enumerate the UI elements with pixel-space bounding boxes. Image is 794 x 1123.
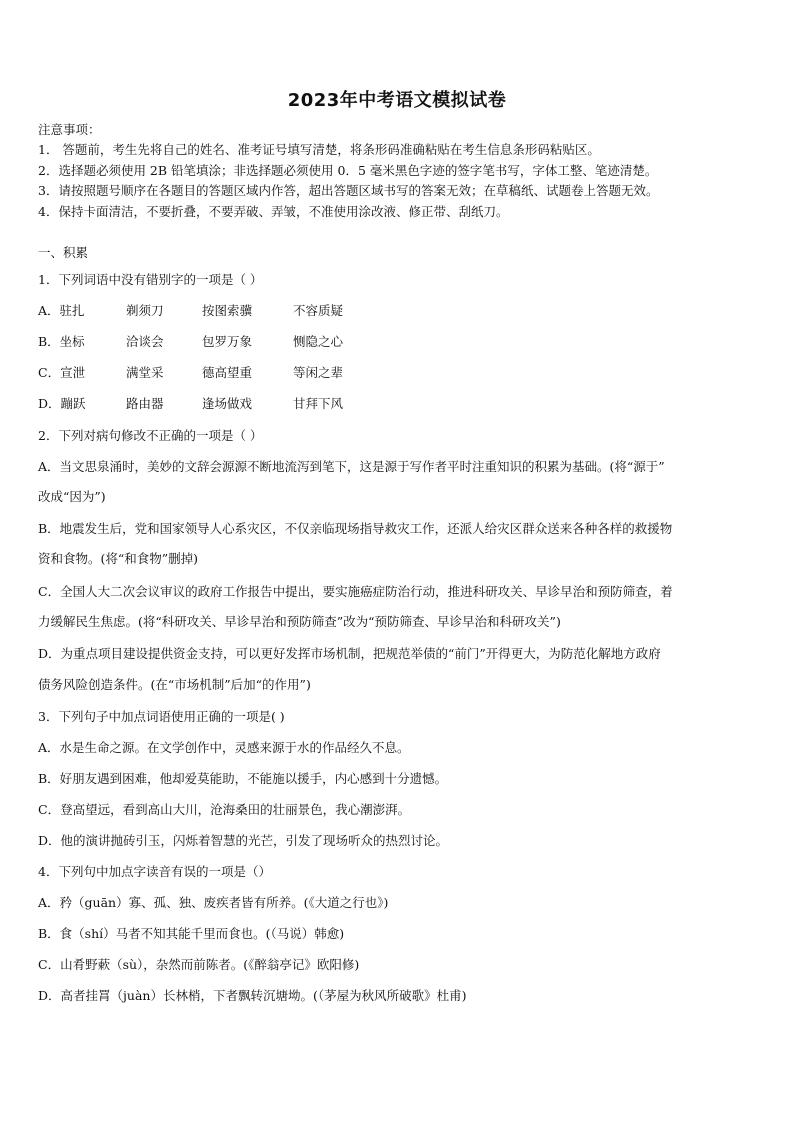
option-label: D．蹦跃 bbox=[38, 396, 86, 411]
notice-item: 2．选择题必须使用 2B 铅笔填涂；非选择题必须使用 0．5 毫米黑色字迹的签字笔书写，字体工整、笔迹清楚。 bbox=[38, 163, 658, 178]
option-word: 路由器 bbox=[126, 396, 164, 411]
question-3-option: A．水是生命之源。在文学创作中，灵感来源于水的作品经久不息。 bbox=[38, 740, 410, 755]
question-2-option-line: A．当文思泉涌时，美妙的文辞会源源不断地流泻到笔下，这是源于写作者平时注重知识的积累为基础。(将“源于” bbox=[38, 459, 665, 474]
option-label: A．驻扎 bbox=[38, 303, 85, 318]
question-4-option: A．矜（guān）寡、孤、独、废疾者皆有所养。(《大道之行也》) bbox=[38, 895, 389, 910]
option-word: 恻隐之心 bbox=[293, 334, 344, 349]
option-word: 德高望重 bbox=[202, 365, 253, 380]
question-2-option-line: D．为重点项目建设提供资金支持，可以更好发挥市场机制，把规范举债的“前门”开得更大，为防范化解地方政府 bbox=[38, 646, 661, 661]
question-2-option-line: 力缓解民生焦虑。(将“科研攻关、早诊早治和预防筛查”改为“预防筛查、早诊早治和科研攻关”) bbox=[38, 614, 561, 629]
option-word: 逢场做戏 bbox=[202, 396, 253, 411]
option-word: 不容质疑 bbox=[293, 303, 344, 318]
option-word: 满堂采 bbox=[126, 365, 164, 380]
question-2-option-line: 资和食物。(将“和食物”删掉) bbox=[38, 551, 199, 566]
option-word: 洽谈会 bbox=[126, 334, 164, 349]
question-4-option: D．高者挂罥（juàn）长林梢，下者飘转沉塘坳。(（茅屋为秋风所破歌》杜甫) bbox=[38, 988, 467, 1003]
question-2-option-line: C．全国人大二次会议审议的政府工作报告中提出，要实施癌症防治行动，推进科研攻关、早诊早治和预防筛查，着 bbox=[38, 584, 673, 599]
question-2-option-line: B．地震发生后，党和国家领导人心系灾区，不仅亲临现场指导救灾工作，还派人给灾区群众送来各种各样的救援物 bbox=[38, 521, 673, 536]
question-4-option: C．山肴野蔌（sù），杂然而前陈者。(《醉翁亭记》欧阳修) bbox=[38, 957, 360, 972]
question-4-stem: 4．下列句中加点字读音有误的一项是（） bbox=[38, 864, 271, 879]
page-title: 2023年中考语文模拟试卷 bbox=[287, 90, 507, 111]
question-2-stem: 2．下列对病句修改不正确的一项是（ ） bbox=[38, 428, 263, 443]
question-4-option: B．食（shí）马者不知其能千里而食也。(（马说）韩愈) bbox=[38, 926, 345, 941]
option-word: 包罗万象 bbox=[202, 334, 253, 349]
option-word: 剃须刀 bbox=[126, 303, 164, 318]
option-word: 等闲之辈 bbox=[293, 365, 344, 380]
section-heading: 一、积累 bbox=[38, 245, 89, 260]
question-2-option-line: 改成“因为”) bbox=[38, 489, 106, 504]
notice-item: 3．请按照题号顺序在各题目的答题区域内作答，超出答题区域书写的答案无效；在草稿纸、试题卷上答题无效。 bbox=[38, 183, 659, 198]
question-3-option: D．他的演讲抛砖引玉，闪烁着智慧的光芒，引发了现场听众的热烈讨论。 bbox=[38, 833, 449, 848]
question-1-stem: 1．下列词语中没有错别字的一项是（ ） bbox=[38, 272, 263, 287]
question-3-option: C．登高望远，看到高山大川，沧海桑田的壮丽景色，我心潮澎湃。 bbox=[38, 802, 411, 817]
question-3-stem: 3．下列句子中加点词语使用正确的一项是( ) bbox=[38, 709, 285, 724]
option-label: C．宣泄 bbox=[38, 365, 86, 380]
notice-item: 1． 答题前，考生先将自己的姓名、准考证号填写清楚，将条形码准确粘贴在考生信息条形码粘贴区。 bbox=[38, 142, 600, 157]
notice-item: 4．保持卡面清洁，不要折叠，不要弄破、弄皱，不准使用涂改液、修正带、刮纸刀。 bbox=[38, 204, 509, 219]
question-3-option: B．好朋友遇到困难，他却爱莫能助，不能施以援手，内心感到十分遗憾。 bbox=[38, 771, 448, 786]
notice-heading: 注意事项： bbox=[38, 122, 101, 137]
question-2-option-line: 债务风险创造条件。(在“市场机制”后加“的作用”) bbox=[38, 677, 311, 692]
option-word: 按图索骥 bbox=[202, 303, 253, 318]
option-word: 甘拜下风 bbox=[293, 396, 344, 411]
option-label: B．坐标 bbox=[38, 334, 85, 349]
